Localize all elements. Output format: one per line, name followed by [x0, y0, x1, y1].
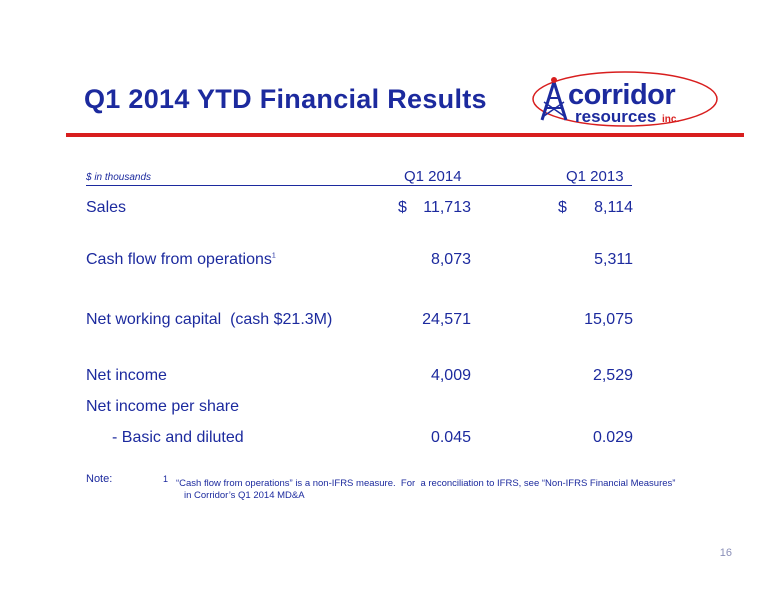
value-q1-2014: 0.045	[430, 429, 471, 446]
value-q1-2014: 24,571	[422, 311, 471, 328]
row-label: Sales	[86, 199, 127, 216]
column-header-q1-2013: Q1 2013	[566, 168, 624, 185]
value-q1-2014: 4,009	[430, 367, 471, 384]
note-number: 1	[163, 474, 169, 484]
value-q1-2013: 0.029	[592, 429, 633, 446]
page-number: 16	[719, 547, 732, 559]
logo-graphic	[528, 68, 718, 130]
note-text	[176, 478, 675, 502]
currency-symbol: $	[558, 199, 567, 216]
row-label: - Basic and diluted	[112, 429, 244, 446]
value-q1-2014: 11,713	[423, 199, 471, 216]
note-line-2: in Corridor’s Q1 2014 MD&A	[184, 490, 305, 501]
units-label: $ in thousands	[86, 172, 152, 183]
footnote-marker: 1	[271, 252, 276, 260]
header-underline	[86, 185, 632, 186]
row-label: Net income	[86, 367, 167, 384]
title-divider	[66, 133, 744, 137]
row-label: Cash flow from operations	[86, 251, 272, 268]
row-label-wrapper	[86, 251, 276, 269]
note-line-1: “Cash flow from operations” is a non-IFRS measure. For a reconciliation to IFRS, see “Non-IFRS Financial Measures”	[176, 478, 676, 489]
logo-text-inc: inc.	[662, 114, 680, 125]
value-q1-2014: 8,073	[430, 251, 471, 268]
company-logo	[528, 68, 718, 130]
value-q1-2013: 2,529	[592, 367, 633, 384]
logo-text-corridor: corridor	[568, 79, 676, 111]
row-label: Net working capital (cash $21.3M)	[86, 311, 333, 328]
value-q1-2013: 5,311	[594, 251, 633, 268]
currency-symbol: $	[398, 199, 407, 216]
note-label: Note:	[86, 473, 113, 485]
page-title: Q1 2014 YTD Financial Results	[84, 84, 487, 114]
logo-text-resources: resources	[575, 107, 657, 126]
value-q1-2013: 15,075	[584, 311, 633, 328]
column-header-q1-2014: Q1 2014	[404, 168, 462, 185]
row-label: Net income per share	[86, 398, 239, 415]
value-q1-2013: 8,114	[594, 199, 633, 216]
